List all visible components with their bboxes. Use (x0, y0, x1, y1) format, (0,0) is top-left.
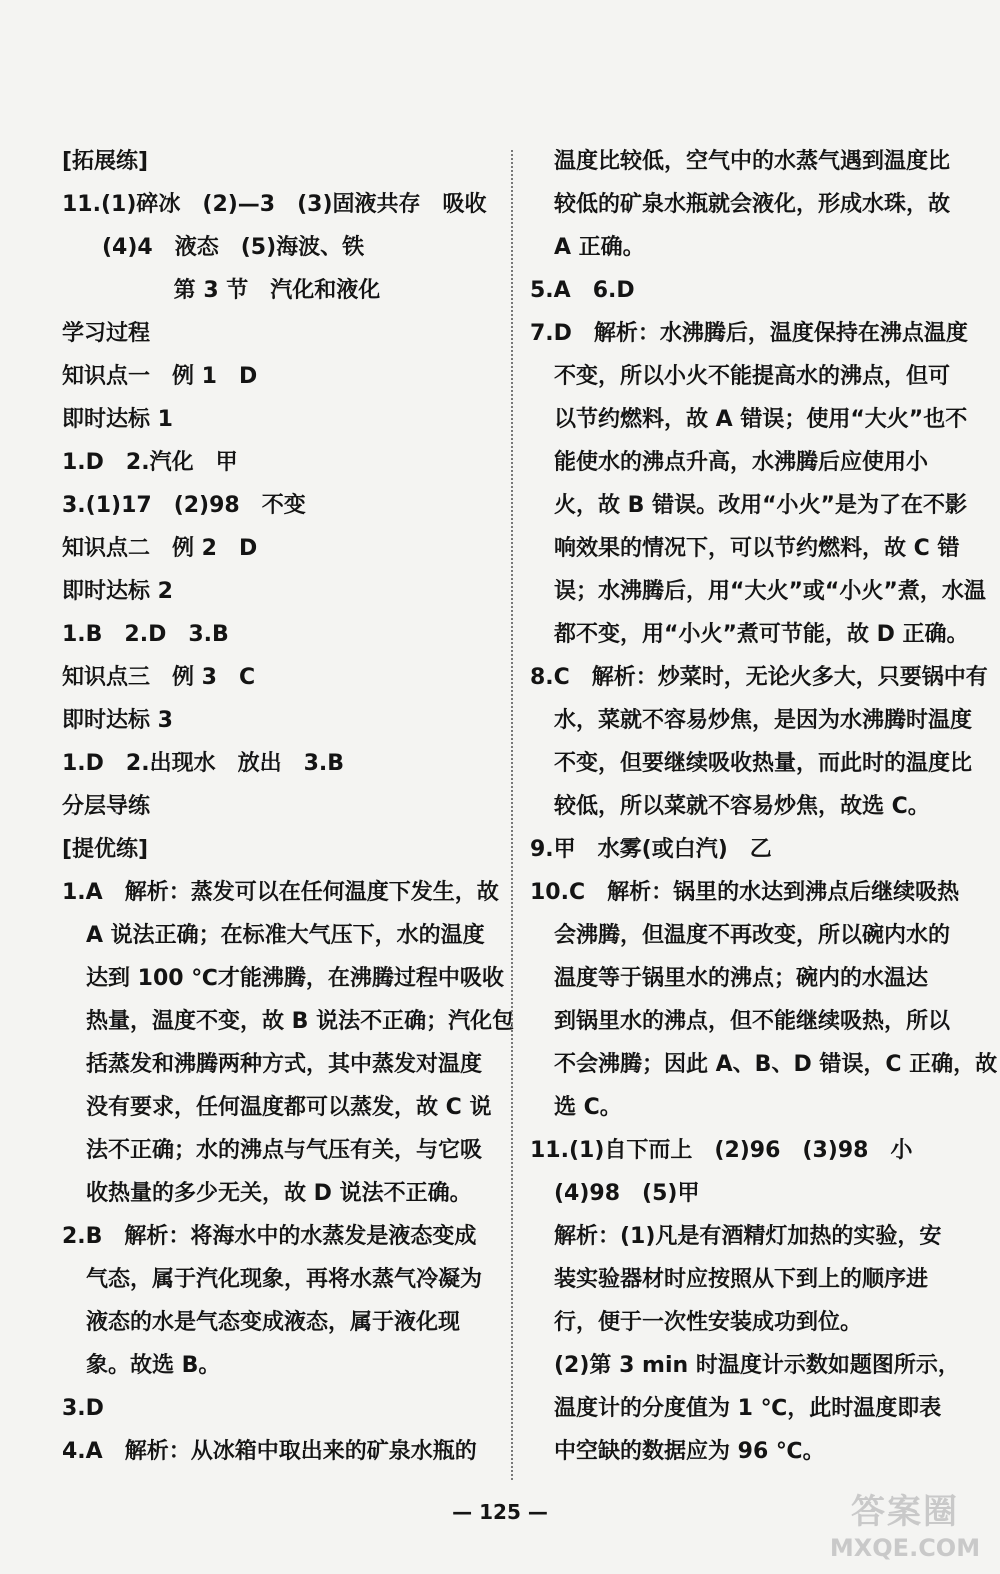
answer-line: 知识点一 例 1 D (62, 364, 258, 389)
answer-line: 以节约燃料，故 A 错误；使用“大火”也不 (554, 407, 968, 432)
right-column (530, 140, 998, 1473)
answer-line: 10.C 解析：锅里的水达到沸点后继续吸热 (530, 880, 960, 905)
answer-line: 8.C 解析：炒菜时，无论火多大，只要锅中有 (530, 665, 988, 690)
answer-line: 收热量的多少无关，故 D 说法不正确。 (86, 1181, 472, 1206)
column-divider (511, 150, 513, 1480)
answer-line: 选 C。 (554, 1095, 622, 1120)
answer-line: (2)第 3 min 时温度计示数如题图所示， (554, 1353, 960, 1378)
answer-line: 7.D 解析：水沸腾后，温度保持在沸点温度 (530, 321, 968, 346)
answer-line: 9.甲 水雾(或白汽) 乙 (530, 837, 772, 862)
answer-line: 括蒸发和沸腾两种方式，其中蒸发对温度 (86, 1052, 483, 1077)
answer-line: 11.(1)自下而上 (2)96 (3)98 小 (530, 1138, 913, 1163)
answer-line: 不变，但要继续吸收热量，而此时的温度比 (554, 751, 973, 776)
section-heading: 学习过程 (62, 321, 151, 346)
watermark-text: 答案圈 (851, 1492, 959, 1532)
page-number: — 125 — (452, 1500, 548, 1524)
answer-line: 能使水的沸点升高，水沸腾后应使用小 (554, 450, 929, 475)
answer-line: 解析：(1)凡是有酒精灯加热的实验，安 (554, 1224, 942, 1249)
answer-line: 温度计的分度值为 1 ℃，此时温度即表 (554, 1396, 942, 1421)
answer-line: 温度比较低，空气中的水蒸气遇到温度比 (554, 149, 951, 174)
answer-line: 达到 100 ℃才能沸腾，在沸腾过程中吸收 (86, 966, 504, 991)
answer-line: 3.D (62, 1396, 104, 1421)
answer-line: 误；水沸腾后，用“大火”或“小火”煮，水温 (554, 579, 986, 604)
answer-line: 11.(1)碎冰 (2)—3 (3)固液共存 吸收 (62, 192, 487, 217)
answer-line: A 正确。 (554, 235, 645, 260)
section-title: 第 3 节 汽化和液化 (173, 278, 381, 303)
answer-line: 1.A 解析：蒸发可以在任何温度下发生，故 (62, 880, 499, 905)
answer-line: 都不变，用“小火”煮可节能，故 D 正确。 (554, 622, 969, 647)
answer-line: 法不正确；水的沸点与气压有关，与它吸 (86, 1138, 483, 1163)
answer-line: 较低的矿泉水瓶就会液化，形成水珠，故 (554, 192, 951, 217)
answer-line: 行，便于一次性安装成功到位。 (554, 1310, 863, 1335)
section-heading: 即时达标 3 (62, 708, 173, 733)
answer-line: 火，故 B 错误。改用“小火”是为了在不影 (554, 493, 968, 518)
answer-line: (4)4 液态 (5)海波、铁 (102, 235, 365, 260)
answer-line: 较低，所以菜就不容易炒焦，故选 C。 (554, 794, 930, 819)
answer-line: 4.A 解析：从冰箱中取出来的矿泉水瓶的 (62, 1439, 477, 1464)
answer-line: 装实验器材时应按照从下到上的顺序进 (554, 1267, 929, 1292)
answer-line: 不会沸腾；因此 A、B、D 错误，C 正确，故 (554, 1052, 998, 1077)
answer-line: 响效果的情况下，可以节约燃料，故 C 错 (554, 536, 960, 561)
answer-line: 热量，温度不变，故 B 说法不正确；汽化包 (86, 1009, 515, 1034)
answer-line: 温度等于锅里水的沸点；碗内的水温达 (554, 966, 929, 991)
answer-line: 不变，所以小火不能提高水的沸点，但可 (554, 364, 951, 389)
answer-line: 知识点二 例 2 D (62, 536, 258, 561)
watermark-logo (820, 1490, 990, 1570)
section-heading: [拓展练] (62, 149, 149, 174)
watermark-url: MXQE.COM (829, 1534, 981, 1562)
answer-line: 会沸腾，但温度不再改变，所以碗内水的 (554, 923, 951, 948)
section-heading: 分层导练 (62, 794, 151, 819)
answer-line: (4)98 (5)甲 (554, 1181, 700, 1206)
answer-line: 中空缺的数据应为 96 ℃。 (554, 1439, 825, 1464)
answer-line: 3.(1)17 (2)98 不变 (62, 493, 306, 518)
section-heading: 即时达标 1 (62, 407, 173, 432)
left-column (62, 140, 515, 1473)
answer-line: A 说法正确；在标准大气压下，水的温度 (86, 923, 485, 948)
section-heading: 即时达标 2 (62, 579, 173, 604)
answer-line: 液态的水是气态变成液态，属于液化现 (86, 1310, 461, 1335)
section-heading: [提优练] (62, 837, 149, 862)
answer-line: 1.D 2.出现水 放出 3.B (62, 751, 345, 776)
answer-line: 1.D 2.汽化 甲 (62, 450, 238, 475)
answer-line: 知识点三 例 3 C (62, 665, 256, 690)
answer-line: 象。故选 B。 (86, 1353, 221, 1378)
answer-line: 水，菜就不容易炒焦，是因为水沸腾时温度 (554, 708, 973, 733)
answer-line: 1.B 2.D 3.B (62, 622, 229, 647)
answer-line: 没有要求，任何温度都可以蒸发，故 C 说 (86, 1095, 492, 1120)
answer-line: 气态，属于汽化现象，再将水蒸气冷凝为 (86, 1267, 483, 1292)
answer-line: 2.B 解析：将海水中的水蒸发是液态变成 (62, 1224, 477, 1249)
answer-line: 到锅里水的沸点，但不能继续吸热，所以 (554, 1009, 951, 1034)
answer-line: 5.A 6.D (530, 278, 635, 303)
